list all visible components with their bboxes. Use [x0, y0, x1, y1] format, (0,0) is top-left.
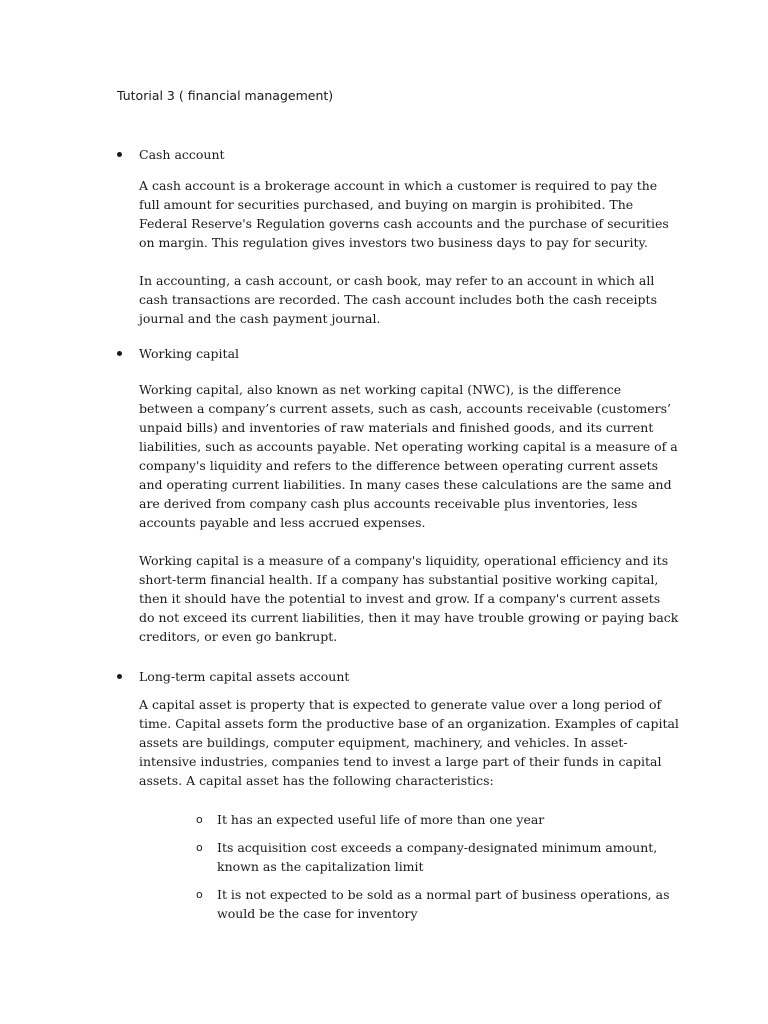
document-title: Tutorial 3 ( financial management)	[117, 88, 334, 103]
circle-bullet-icon: o	[196, 813, 203, 826]
bullet-heading	[117, 345, 677, 363]
paragraph: A cash account is a brokerage account in which a customer is required to pay the full amount for securities purchased, and buying on margin is prohibited. The Federal Reserve's Regulation governs cash accounts and the purchase of securities on margin. This regulation gives investors two business days to pay for security.	[139, 178, 669, 250]
paragraph: Working capital, also known as net working capital (NWC), is the difference between a company’s current assets, such as cash, accounts receivable (customers’ unpaid bills) and inventories of raw materials and finished goods, and its current liabilities, such as accounts payable. Net operating working capital is a measure of a company's liquidity and refers to the difference between operating current assets and operating current liabilities. In many cases these calculations are the same and are derived from company cash plus accounts receivable plus inventories, less accounts payable and less accrued expenses.	[139, 382, 678, 530]
list-item-text: It is not expected to be sold as a normal part of business operations, as would be the case for inventory	[217, 887, 670, 921]
circle-bullet-icon: o	[196, 841, 203, 854]
section-heading: Cash account	[139, 147, 225, 162]
bullet-heading	[117, 146, 677, 164]
bullet-icon	[117, 152, 122, 157]
bullet-icon	[117, 674, 122, 679]
list-item-text: Its acquisition cost exceeds a company-designated minimum amount, known as the capitalization limit	[217, 840, 658, 874]
section-cash-account	[117, 146, 677, 326]
list-item-text: It has an expected useful life of more than one year	[217, 812, 545, 827]
bullet-icon	[117, 351, 122, 356]
paragraph: Working capital is a measure of a company's liquidity, operational efficiency and its short-term financial health. If a company has substantial positive working capital, then it should have the potential to invest and grow. If a company's current assets do not exceed its current liabilities, then it may have trouble growing or paying back creditors, or even go bankrupt.	[139, 553, 679, 644]
section-heading: Long-term capital assets account	[139, 669, 350, 684]
paragraph: In accounting, a cash account, or cash book, may refer to an account in which all cash transactions are recorded. The cash account includes both the cash receipts journal and the cash payment journal.	[139, 273, 657, 326]
section-long-term-capital-assets	[117, 668, 679, 788]
paragraph: A capital asset is property that is expected to generate value over a long period of time. Capital assets form the productive base of an organization. Examples of capital assets are buildings, computer equipment, machinery, and vehicles. In asset-intensive industries, companies tend to invest a large part of their funds in capital assets. A capital asset has the following characteristics:	[139, 697, 679, 788]
bullet-heading	[117, 668, 677, 686]
section-heading: Working capital	[139, 346, 240, 361]
section-working-capital	[117, 345, 679, 644]
circle-bullet-icon: o	[196, 888, 203, 901]
